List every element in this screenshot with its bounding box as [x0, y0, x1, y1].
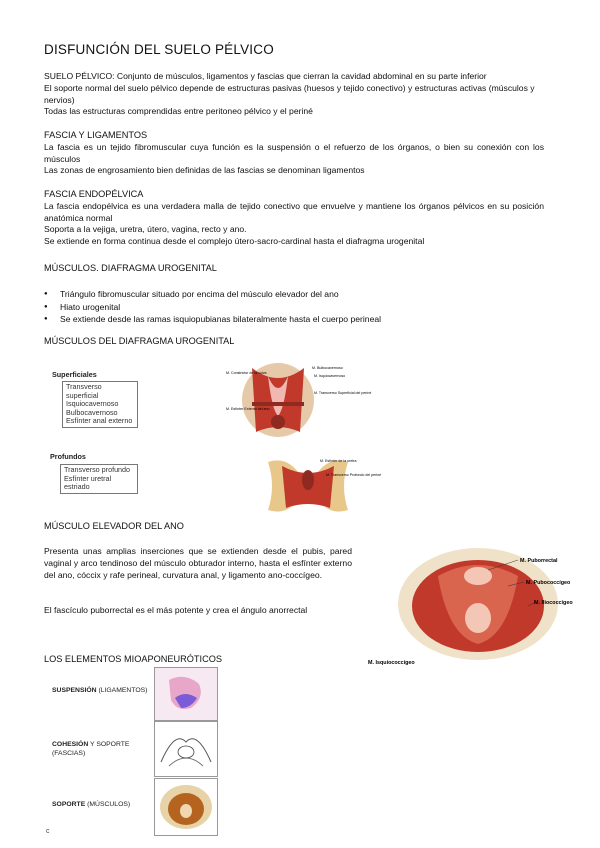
muscles-illustration	[155, 779, 217, 835]
fig-label: M. Isquiocavernoso	[314, 374, 346, 378]
mioapo-rest: (LIGAMENTOS)	[96, 687, 148, 694]
fig-label: M. Transverso Profundo del periné	[326, 473, 382, 477]
section-fascia	[44, 130, 544, 177]
anal-opening	[465, 603, 491, 633]
mioapo-rest: (MÚSCULOS)	[85, 801, 131, 808]
fig-label: M. Puborrectal	[520, 558, 558, 564]
fascia-line: La fascia es un tejido fibromuscular cuya función es la suspensión o el refuerzo de los órganos, o bien su conexión con los músculos	[44, 141, 544, 164]
endopelvica-heading: FASCIA ENDOPÉLVICA	[44, 189, 144, 199]
superficiales-label: Superficiales	[52, 370, 97, 379]
list-item: ● Hiato urogenital	[44, 301, 544, 314]
profundos-label: Profundos	[50, 452, 86, 461]
fig-label: M. Bulbocavernoso	[312, 366, 343, 370]
fig-label: M. Pubococcígeo	[526, 580, 571, 586]
elevador-heading: MÚSCULO ELEVADOR DEL ANO	[44, 521, 184, 531]
section-endopelvica	[44, 189, 544, 248]
section-musculos	[44, 263, 544, 275]
fig-label: M. Esfínter de la uretra	[320, 459, 357, 463]
suelo-line: Todas las estructuras comprendidas entre peritoneo pélvico y el periné	[44, 106, 313, 117]
fascia-line: Las zonas de engrosamiento bien definidas de las fascias se denominan ligamentos	[44, 165, 365, 176]
mioapo-item-suspension	[52, 687, 147, 694]
image-bg	[155, 722, 217, 776]
mioapo-image	[154, 778, 218, 836]
mioapo-item-cohesion	[52, 740, 129, 758]
fig-label: M. Isquiococcígeo	[368, 660, 415, 666]
musculos-bullet-list	[44, 288, 544, 326]
mioapo-bold: SOPORTE	[52, 801, 86, 808]
profundos-item: Transverso profundo	[64, 465, 131, 474]
section-elevador	[44, 521, 544, 533]
profundos-box	[60, 464, 138, 494]
page-title: DISFUNCIÓN DEL SUELO PÉLVICO	[44, 42, 274, 57]
section-suelo-pelvico	[44, 71, 544, 118]
footer-mark: c	[46, 828, 50, 835]
fascias-illustration	[155, 722, 217, 776]
urethra-opening	[464, 567, 492, 585]
list-item: ● Triángulo fibromuscular situado por encima del músculo elevador del ano	[44, 288, 544, 301]
mioapo-heading: LOS ELEMENTOS MIOAPONEURÓTICOS	[44, 654, 222, 664]
mioapo-bold: COHESIÓN	[52, 741, 89, 748]
mioapo-image	[154, 667, 218, 721]
superficiales-item: superficial	[66, 390, 99, 400]
fig-label: M. Esfínter Externo del ano	[226, 407, 270, 411]
mioapo-rest: Y SOPORTE	[88, 741, 130, 748]
superficiales-item: Transverso	[66, 382, 102, 391]
superficial-muscles-figure	[222, 360, 372, 440]
superficiales-item: Isquiocavernoso	[66, 399, 119, 408]
mioapo-sub: (FASCIAS)	[52, 750, 86, 757]
superficiales-item: Esfínter anal externo	[66, 416, 133, 425]
elevador-paragraph: Presenta unas amplias inserciones que se extienden desde el pubis, pared vaginal y arco tendinoso del músculo obturador interno, hasta el esfínter externo del ano, cóccix y rafe perineal, curvatura anal, y ligamento ano-coccígeo.	[44, 546, 352, 580]
opening-shape	[180, 804, 192, 818]
anal-sphincter	[271, 415, 285, 429]
endopelvica-line: Se extiende en forma continua desde el complejo útero-sacro-cardinal hasta el diafragma urogenital	[44, 236, 425, 247]
mioapo-bold: SUSPENSIÓN	[52, 687, 97, 694]
profundos-item: estriado	[64, 482, 90, 491]
suelo-line: Conjunto de músculos, ligamentos y fascias que cierran la cavidad abdominal en su parte inferior	[116, 71, 487, 81]
elevador-note: El fascículo puborrectal es el más potente y crea el ángulo anorrectal	[44, 605, 308, 615]
mioapo-image	[154, 721, 218, 777]
superficiales-item: Bulbocavernoso	[66, 407, 118, 417]
musculos-heading: MÚSCULOS. DIAFRAGMA UROGENITAL	[44, 263, 217, 273]
suelo-lead: SUELO PÉLVICO:	[44, 71, 115, 81]
fascia-heading: FASCIA Y LIGAMENTOS	[44, 130, 148, 140]
profundos-item: Esfínter uretral	[64, 473, 112, 483]
fig-label: M. Iliococcígeo	[534, 600, 573, 606]
superficiales-box	[62, 381, 138, 428]
endopelvica-line: Soporta a la vejiga, uretra, útero, vagina, recto y ano.	[44, 224, 247, 235]
endopelvica-line: La fascia endopélvica es una verdadera malla de tejido conectivo que envuelve y mantiene los órganos pélvicos en su posición anatómica normal	[44, 200, 544, 223]
mioapo-item-soporte	[52, 801, 130, 808]
urethral-sphincter	[302, 470, 314, 490]
fig-label: M. Transverso Superficial del periné	[314, 391, 372, 395]
ligaments-illustration	[155, 668, 217, 720]
musculos-uro-heading: MÚSCULOS DEL DIAFRAGMA UROGENITAL	[44, 336, 235, 346]
deep-muscles-figure	[262, 450, 382, 522]
section-mioapo	[44, 654, 544, 666]
fig-label: M. Constrictor de la vulva	[226, 371, 267, 375]
suelo-line: El soporte normal del suelo pélvico depende de estructuras pasivas (huesos y tejido conectivo) y estructuras activas (músculos y nervios)	[44, 82, 535, 105]
list-item: ● Se extiende desde las ramas isquiopubianas bilateralmente hasta el cuerpo perineal	[44, 313, 544, 326]
section-musculos-uro	[44, 336, 544, 348]
